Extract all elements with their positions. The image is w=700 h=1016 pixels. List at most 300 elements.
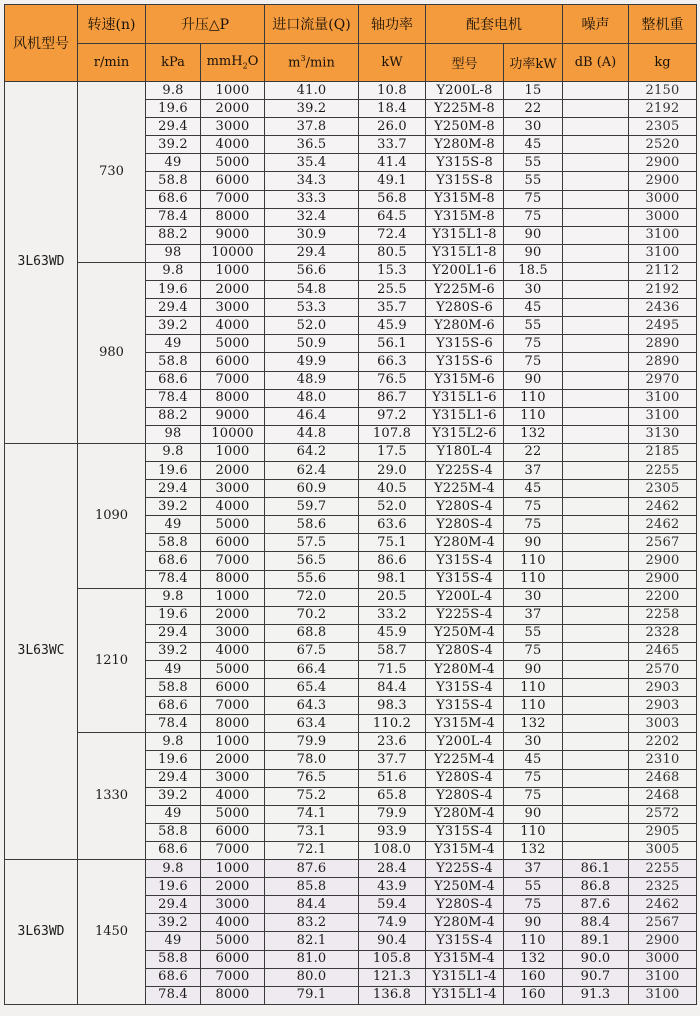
shaft-power-cell: 45.9 bbox=[359, 624, 426, 642]
pressure-kpa-cell: 68.6 bbox=[146, 968, 201, 986]
pressure-kpa-cell: 98 bbox=[146, 425, 201, 443]
motor-type-cell: Y250M-4 bbox=[426, 878, 504, 896]
pressure-kpa-cell: 39.2 bbox=[146, 317, 201, 335]
pressure-kpa-cell: 19.6 bbox=[146, 751, 201, 769]
noise-cell bbox=[563, 733, 629, 751]
motor-type-cell: Y315M-8 bbox=[426, 190, 504, 208]
shaft-power-cell: 93.9 bbox=[359, 823, 426, 841]
shaft-power-cell: 33.2 bbox=[359, 606, 426, 624]
shaft-power-cell: 63.6 bbox=[359, 516, 426, 534]
motor-power-cell: 75 bbox=[504, 353, 563, 371]
shaft-power-cell: 76.5 bbox=[359, 371, 426, 389]
noise-cell bbox=[563, 281, 629, 299]
flow-cell: 54.8 bbox=[265, 281, 359, 299]
motor-power-cell: 55 bbox=[504, 154, 563, 172]
noise-cell: 87.6 bbox=[563, 896, 629, 914]
shaft-power-cell: 75.1 bbox=[359, 534, 426, 552]
noise-cell bbox=[563, 244, 629, 262]
pressure-kpa-cell: 9.8 bbox=[146, 262, 201, 280]
header-motor-power: 功率kW bbox=[504, 44, 563, 82]
flow-cell: 70.2 bbox=[265, 606, 359, 624]
pressure-kpa-cell: 19.6 bbox=[146, 461, 201, 479]
pressure-kpa-cell: 49 bbox=[146, 932, 201, 950]
noise-cell bbox=[563, 299, 629, 317]
flow-cell: 74.1 bbox=[265, 805, 359, 823]
table-row bbox=[5, 82, 697, 100]
pressure-mmh2o-cell: 6000 bbox=[201, 679, 265, 697]
shaft-power-cell: 65.8 bbox=[359, 787, 426, 805]
motor-power-cell: 45 bbox=[504, 480, 563, 498]
motor-type-cell: Y315S-4 bbox=[426, 697, 504, 715]
motor-type-cell: Y315S-4 bbox=[426, 552, 504, 570]
weight-cell: 2202 bbox=[629, 733, 697, 751]
noise-cell bbox=[563, 534, 629, 552]
header-fan-model: 风机型号 bbox=[5, 5, 78, 82]
flow-cell: 56.5 bbox=[265, 552, 359, 570]
flow-cell: 84.4 bbox=[265, 896, 359, 914]
motor-type-cell: Y225S-4 bbox=[426, 860, 504, 878]
motor-power-cell: 90 bbox=[504, 244, 563, 262]
shaft-power-cell: 43.9 bbox=[359, 878, 426, 896]
table-row bbox=[5, 443, 697, 461]
motor-type-cell: Y280M-4 bbox=[426, 661, 504, 679]
motor-power-cell: 30 bbox=[504, 118, 563, 136]
flow-cell: 64.3 bbox=[265, 697, 359, 715]
motor-type-cell: Y225S-4 bbox=[426, 606, 504, 624]
pressure-mmh2o-cell: 10000 bbox=[201, 244, 265, 262]
motor-power-cell: 75 bbox=[504, 642, 563, 660]
weight-cell: 2970 bbox=[629, 371, 697, 389]
pressure-mmh2o-cell: 4000 bbox=[201, 787, 265, 805]
weight-cell: 3100 bbox=[629, 407, 697, 425]
motor-power-cell: 37 bbox=[504, 461, 563, 479]
motor-type-cell: Y315L1-6 bbox=[426, 389, 504, 407]
weight-cell: 2255 bbox=[629, 860, 697, 878]
pressure-kpa-cell: 29.4 bbox=[146, 896, 201, 914]
pressure-mmh2o-cell: 6000 bbox=[201, 950, 265, 968]
header-flow: 进口流量(Q) bbox=[265, 5, 359, 44]
shaft-power-cell: 41.4 bbox=[359, 154, 426, 172]
pressure-kpa-cell: 78.4 bbox=[146, 570, 201, 588]
shaft-power-cell: 18.4 bbox=[359, 100, 426, 118]
table-body bbox=[5, 82, 697, 1005]
motor-type-cell: Y315L1-8 bbox=[426, 244, 504, 262]
pressure-kpa-cell: 29.4 bbox=[146, 299, 201, 317]
motor-type-cell: Y315S-6 bbox=[426, 353, 504, 371]
motor-power-cell: 90 bbox=[504, 661, 563, 679]
motor-power-cell: 90 bbox=[504, 805, 563, 823]
pressure-kpa-cell: 58.8 bbox=[146, 950, 201, 968]
weight-cell: 2903 bbox=[629, 679, 697, 697]
pressure-mmh2o-cell: 5000 bbox=[201, 335, 265, 353]
motor-type-cell: Y280M-4 bbox=[426, 914, 504, 932]
noise-cell: 90.7 bbox=[563, 968, 629, 986]
shaft-power-cell: 90.4 bbox=[359, 932, 426, 950]
fan-model-cell: 3L63WD bbox=[5, 860, 78, 1005]
pressure-mmh2o-cell: 5000 bbox=[201, 516, 265, 534]
noise-cell bbox=[563, 353, 629, 371]
pressure-mmh2o-cell: 2000 bbox=[201, 281, 265, 299]
weight-cell: 2900 bbox=[629, 552, 697, 570]
pressure-kpa-cell: 19.6 bbox=[146, 878, 201, 896]
weight-cell: 2900 bbox=[629, 570, 697, 588]
noise-cell bbox=[563, 262, 629, 280]
motor-type-cell: Y315L1-8 bbox=[426, 226, 504, 244]
shaft-power-cell: 80.5 bbox=[359, 244, 426, 262]
motor-power-cell: 45 bbox=[504, 299, 563, 317]
noise-cell bbox=[563, 715, 629, 733]
pressure-mmh2o-cell: 7000 bbox=[201, 841, 265, 859]
motor-power-cell: 55 bbox=[504, 878, 563, 896]
weight-cell: 2258 bbox=[629, 606, 697, 624]
weight-cell: 2900 bbox=[629, 172, 697, 190]
shaft-power-cell: 98.3 bbox=[359, 697, 426, 715]
pressure-kpa-cell: 68.6 bbox=[146, 552, 201, 570]
pressure-mmh2o-cell: 8000 bbox=[201, 986, 265, 1004]
motor-power-cell: 30 bbox=[504, 733, 563, 751]
pressure-kpa-cell: 68.6 bbox=[146, 697, 201, 715]
pressure-mmh2o-cell: 1000 bbox=[201, 860, 265, 878]
pressure-kpa-cell: 19.6 bbox=[146, 100, 201, 118]
pressure-kpa-cell: 29.4 bbox=[146, 118, 201, 136]
pressure-kpa-cell: 58.8 bbox=[146, 679, 201, 697]
motor-power-cell: 90 bbox=[504, 226, 563, 244]
shaft-power-cell: 121.3 bbox=[359, 968, 426, 986]
weight-cell: 3130 bbox=[629, 425, 697, 443]
motor-power-cell: 75 bbox=[504, 190, 563, 208]
flow-cell: 58.6 bbox=[265, 516, 359, 534]
flow-cell: 34.3 bbox=[265, 172, 359, 190]
shaft-power-cell: 45.9 bbox=[359, 317, 426, 335]
flow-cell: 30.9 bbox=[265, 226, 359, 244]
motor-power-cell: 90 bbox=[504, 534, 563, 552]
header-motor: 配套电机 bbox=[426, 5, 563, 44]
flow-cell: 48.9 bbox=[265, 371, 359, 389]
pressure-kpa-cell: 58.8 bbox=[146, 534, 201, 552]
pressure-mmh2o-cell: 3000 bbox=[201, 624, 265, 642]
motor-power-cell: 110 bbox=[504, 679, 563, 697]
noise-cell bbox=[563, 823, 629, 841]
pressure-kpa-cell: 9.8 bbox=[146, 443, 201, 461]
motor-type-cell: Y180L-4 bbox=[426, 443, 504, 461]
pressure-kpa-cell: 49 bbox=[146, 335, 201, 353]
pressure-kpa-cell: 78.4 bbox=[146, 715, 201, 733]
motor-power-cell: 110 bbox=[504, 932, 563, 950]
weight-cell: 3000 bbox=[629, 208, 697, 226]
motor-type-cell: Y280S-4 bbox=[426, 769, 504, 787]
weight-cell: 2150 bbox=[629, 82, 697, 100]
pressure-kpa-cell: 88.2 bbox=[146, 407, 201, 425]
motor-type-cell: Y280S-6 bbox=[426, 299, 504, 317]
shaft-power-cell: 26.0 bbox=[359, 118, 426, 136]
flow-cell: 56.6 bbox=[265, 262, 359, 280]
weight-cell: 3100 bbox=[629, 389, 697, 407]
pressure-kpa-cell: 39.2 bbox=[146, 136, 201, 154]
pressure-kpa-cell: 68.6 bbox=[146, 371, 201, 389]
shaft-power-cell: 105.8 bbox=[359, 950, 426, 968]
noise-cell bbox=[563, 443, 629, 461]
weight-cell: 3100 bbox=[629, 244, 697, 262]
pressure-mmh2o-cell: 3000 bbox=[201, 769, 265, 787]
weight-cell: 2328 bbox=[629, 624, 697, 642]
shaft-power-cell: 74.9 bbox=[359, 914, 426, 932]
motor-type-cell: Y315S-6 bbox=[426, 335, 504, 353]
noise-cell bbox=[563, 335, 629, 353]
weight-cell: 3000 bbox=[629, 950, 697, 968]
noise-cell bbox=[563, 661, 629, 679]
flow-cell: 75.2 bbox=[265, 787, 359, 805]
weight-cell: 3100 bbox=[629, 968, 697, 986]
motor-type-cell: Y280S-4 bbox=[426, 642, 504, 660]
motor-type-cell: Y315L1-4 bbox=[426, 968, 504, 986]
header-pressure-mmh2o bbox=[201, 44, 265, 82]
weight-cell: 2570 bbox=[629, 661, 697, 679]
shaft-power-cell: 84.4 bbox=[359, 679, 426, 697]
pressure-mmh2o-cell: 2000 bbox=[201, 878, 265, 896]
motor-power-cell: 110 bbox=[504, 570, 563, 588]
pressure-mmh2o-cell: 9000 bbox=[201, 407, 265, 425]
shaft-power-cell: 37.7 bbox=[359, 751, 426, 769]
flow-cell: 29.4 bbox=[265, 244, 359, 262]
shaft-power-cell: 23.6 bbox=[359, 733, 426, 751]
weight-cell: 2462 bbox=[629, 896, 697, 914]
weight-cell: 2900 bbox=[629, 932, 697, 950]
speed-cell: 1330 bbox=[78, 733, 146, 860]
motor-power-cell: 132 bbox=[504, 715, 563, 733]
flow-cell: 81.0 bbox=[265, 950, 359, 968]
flow-cell: 39.2 bbox=[265, 100, 359, 118]
pressure-kpa-cell: 29.4 bbox=[146, 624, 201, 642]
flow-cell: 65.4 bbox=[265, 679, 359, 697]
motor-power-cell: 55 bbox=[504, 624, 563, 642]
mmh2o-sub: 2 bbox=[242, 61, 248, 71]
flow-cell: 79.9 bbox=[265, 733, 359, 751]
mmh2o-main: mmH bbox=[206, 54, 243, 70]
pressure-kpa-cell: 9.8 bbox=[146, 588, 201, 606]
pressure-mmh2o-cell: 7000 bbox=[201, 371, 265, 389]
noise-cell bbox=[563, 136, 629, 154]
pressure-mmh2o-cell: 5000 bbox=[201, 805, 265, 823]
motor-type-cell: Y280M-8 bbox=[426, 136, 504, 154]
pressure-kpa-cell: 78.4 bbox=[146, 986, 201, 1004]
motor-type-cell: Y225M-4 bbox=[426, 480, 504, 498]
shaft-power-cell: 58.7 bbox=[359, 642, 426, 660]
fan-model-cell: 3L63WC bbox=[5, 443, 78, 859]
flow-cell: 85.8 bbox=[265, 878, 359, 896]
motor-type-cell: Y225M-6 bbox=[426, 281, 504, 299]
pressure-kpa-cell: 78.4 bbox=[146, 208, 201, 226]
weight-cell: 2462 bbox=[629, 498, 697, 516]
shaft-power-cell: 25.5 bbox=[359, 281, 426, 299]
pressure-kpa-cell: 49 bbox=[146, 805, 201, 823]
weight-cell: 2903 bbox=[629, 697, 697, 715]
pressure-mmh2o-cell: 1000 bbox=[201, 733, 265, 751]
pressure-mmh2o-cell: 8000 bbox=[201, 570, 265, 588]
pressure-mmh2o-cell: 4000 bbox=[201, 136, 265, 154]
flow-cell: 79.1 bbox=[265, 986, 359, 1004]
noise-cell bbox=[563, 624, 629, 642]
noise-cell bbox=[563, 154, 629, 172]
weight-cell: 2255 bbox=[629, 461, 697, 479]
weight-cell: 2325 bbox=[629, 878, 697, 896]
weight-cell: 2310 bbox=[629, 751, 697, 769]
motor-power-cell: 45 bbox=[504, 751, 563, 769]
header-speed: 转速(n) bbox=[78, 5, 146, 44]
motor-power-cell: 90 bbox=[504, 914, 563, 932]
motor-type-cell: Y315M-4 bbox=[426, 715, 504, 733]
speed-cell: 1210 bbox=[78, 588, 146, 733]
pressure-kpa-cell: 9.8 bbox=[146, 733, 201, 751]
pressure-mmh2o-cell: 4000 bbox=[201, 498, 265, 516]
flow-cell: 83.2 bbox=[265, 914, 359, 932]
flow-unit-tail: /min bbox=[305, 55, 335, 71]
pressure-kpa-cell: 58.8 bbox=[146, 353, 201, 371]
shaft-power-cell: 110.2 bbox=[359, 715, 426, 733]
noise-cell bbox=[563, 461, 629, 479]
pressure-mmh2o-cell: 7000 bbox=[201, 968, 265, 986]
motor-power-cell: 110 bbox=[504, 389, 563, 407]
shaft-power-cell: 107.8 bbox=[359, 425, 426, 443]
motor-power-cell: 75 bbox=[504, 769, 563, 787]
noise-cell bbox=[563, 769, 629, 787]
motor-power-cell: 22 bbox=[504, 100, 563, 118]
flow-cell: 78.0 bbox=[265, 751, 359, 769]
pressure-mmh2o-cell: 1000 bbox=[201, 588, 265, 606]
noise-cell bbox=[563, 425, 629, 443]
weight-cell: 2185 bbox=[629, 443, 697, 461]
motor-type-cell: Y200L-4 bbox=[426, 733, 504, 751]
noise-cell bbox=[563, 317, 629, 335]
pressure-kpa-cell: 58.8 bbox=[146, 823, 201, 841]
motor-type-cell: Y315S-8 bbox=[426, 172, 504, 190]
motor-type-cell: Y315S-8 bbox=[426, 154, 504, 172]
fan-spec-table bbox=[4, 4, 697, 1005]
shaft-power-cell: 97.2 bbox=[359, 407, 426, 425]
motor-power-cell: 37 bbox=[504, 860, 563, 878]
noise-cell: 89.1 bbox=[563, 932, 629, 950]
noise-cell bbox=[563, 697, 629, 715]
header-noise: 噪声 bbox=[563, 5, 629, 44]
pressure-kpa-cell: 58.8 bbox=[146, 172, 201, 190]
noise-cell bbox=[563, 606, 629, 624]
motor-type-cell: Y315M-8 bbox=[426, 208, 504, 226]
noise-cell bbox=[563, 805, 629, 823]
pressure-kpa-cell: 68.6 bbox=[146, 841, 201, 859]
header-flow-unit bbox=[265, 44, 359, 82]
shaft-power-cell: 35.7 bbox=[359, 299, 426, 317]
pressure-mmh2o-cell: 5000 bbox=[201, 154, 265, 172]
motor-type-cell: Y315L1-4 bbox=[426, 986, 504, 1004]
pressure-mmh2o-cell: 10000 bbox=[201, 425, 265, 443]
fan-model-cell: 3L63WD bbox=[5, 82, 78, 444]
flow-cell: 87.6 bbox=[265, 860, 359, 878]
flow-cell: 37.8 bbox=[265, 118, 359, 136]
header-motor-type: 型号 bbox=[426, 44, 504, 82]
motor-type-cell: Y280M-4 bbox=[426, 805, 504, 823]
shaft-power-cell: 71.5 bbox=[359, 661, 426, 679]
flow-cell: 33.3 bbox=[265, 190, 359, 208]
motor-type-cell: Y280M-6 bbox=[426, 317, 504, 335]
motor-power-cell: 55 bbox=[504, 317, 563, 335]
flow-cell: 72.0 bbox=[265, 588, 359, 606]
header-weight-unit: kg bbox=[629, 44, 697, 82]
spec-sheet bbox=[4, 4, 696, 1005]
motor-type-cell: Y315S-4 bbox=[426, 823, 504, 841]
flow-unit-sup: 3 bbox=[300, 54, 306, 64]
motor-power-cell: 160 bbox=[504, 986, 563, 1004]
table-row bbox=[5, 262, 697, 280]
flow-cell: 44.8 bbox=[265, 425, 359, 443]
motor-type-cell: Y315M-6 bbox=[426, 371, 504, 389]
motor-power-cell: 132 bbox=[504, 425, 563, 443]
weight-cell: 2305 bbox=[629, 480, 697, 498]
pressure-mmh2o-cell: 5000 bbox=[201, 661, 265, 679]
speed-cell: 1450 bbox=[78, 860, 146, 1005]
noise-cell bbox=[563, 389, 629, 407]
pressure-kpa-cell: 29.4 bbox=[146, 480, 201, 498]
shaft-power-cell: 86.6 bbox=[359, 552, 426, 570]
flow-cell: 50.9 bbox=[265, 335, 359, 353]
flow-cell: 55.6 bbox=[265, 570, 359, 588]
pressure-mmh2o-cell: 3000 bbox=[201, 118, 265, 136]
pressure-kpa-cell: 49 bbox=[146, 661, 201, 679]
shaft-power-cell: 17.5 bbox=[359, 443, 426, 461]
motor-type-cell: Y315L1-6 bbox=[426, 407, 504, 425]
table-row bbox=[5, 860, 697, 878]
weight-cell: 2200 bbox=[629, 588, 697, 606]
motor-power-cell: 132 bbox=[504, 950, 563, 968]
pressure-kpa-cell: 9.8 bbox=[146, 860, 201, 878]
weight-cell: 3003 bbox=[629, 715, 697, 733]
flow-cell: 48.0 bbox=[265, 389, 359, 407]
pressure-mmh2o-cell: 3000 bbox=[201, 299, 265, 317]
pressure-kpa-cell: 49 bbox=[146, 154, 201, 172]
motor-power-cell: 30 bbox=[504, 588, 563, 606]
pressure-kpa-cell: 29.4 bbox=[146, 769, 201, 787]
motor-power-cell: 110 bbox=[504, 697, 563, 715]
noise-cell bbox=[563, 172, 629, 190]
pressure-kpa-cell: 68.6 bbox=[146, 190, 201, 208]
motor-power-cell: 15 bbox=[504, 82, 563, 100]
motor-type-cell: Y280S-4 bbox=[426, 896, 504, 914]
motor-power-cell: 18.5 bbox=[504, 262, 563, 280]
shaft-power-cell: 64.5 bbox=[359, 208, 426, 226]
motor-type-cell: Y250M-8 bbox=[426, 118, 504, 136]
header-shaft-power-unit: kW bbox=[359, 44, 426, 82]
motor-type-cell: Y315S-4 bbox=[426, 570, 504, 588]
motor-type-cell: Y200L1-6 bbox=[426, 262, 504, 280]
pressure-mmh2o-cell: 8000 bbox=[201, 208, 265, 226]
weight-cell: 2905 bbox=[629, 823, 697, 841]
shaft-power-cell: 51.6 bbox=[359, 769, 426, 787]
shaft-power-cell: 10.8 bbox=[359, 82, 426, 100]
motor-power-cell: 55 bbox=[504, 172, 563, 190]
motor-power-cell: 75 bbox=[504, 787, 563, 805]
weight-cell: 2462 bbox=[629, 516, 697, 534]
noise-cell bbox=[563, 498, 629, 516]
motor-power-cell: 22 bbox=[504, 443, 563, 461]
noise-cell: 91.3 bbox=[563, 986, 629, 1004]
noise-cell bbox=[563, 208, 629, 226]
pressure-mmh2o-cell: 1000 bbox=[201, 262, 265, 280]
noise-cell bbox=[563, 588, 629, 606]
motor-type-cell: Y200L-4 bbox=[426, 588, 504, 606]
pressure-mmh2o-cell: 2000 bbox=[201, 751, 265, 769]
noise-cell: 88.4 bbox=[563, 914, 629, 932]
motor-type-cell: Y315L2-6 bbox=[426, 425, 504, 443]
weight-cell: 2468 bbox=[629, 787, 697, 805]
shaft-power-cell: 56.8 bbox=[359, 190, 426, 208]
